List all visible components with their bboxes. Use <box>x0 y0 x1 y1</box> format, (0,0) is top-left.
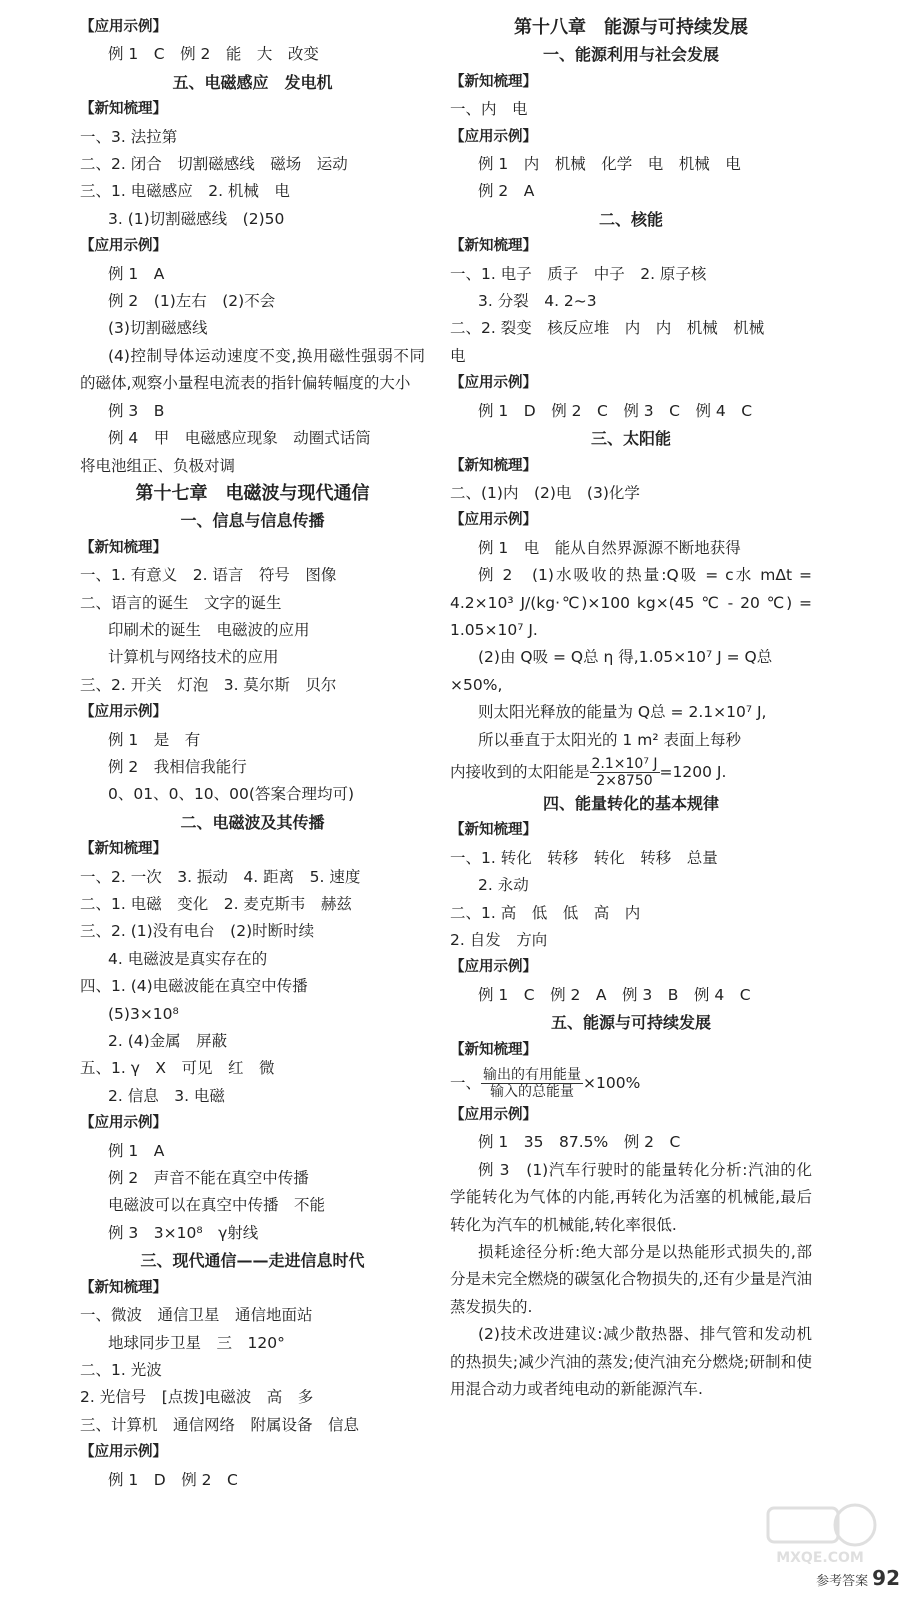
answer-line: 3. (1)切割磁感线 (2)50 <box>108 209 285 228</box>
apply-tag: 【应用示例】 <box>80 238 167 255</box>
answer-line: 二、1. 高 低 低 高 内 <box>450 903 641 922</box>
example-line: 例 1 电 能从自然界源源不断地获得 <box>478 538 741 557</box>
answer-line: 电 <box>450 346 466 365</box>
answer-line: 3. 分裂 4. 2~3 <box>478 292 597 311</box>
answer-line: 4. 电磁波是真实存在的 <box>108 949 268 968</box>
answer-text: =1200 J. <box>659 762 727 781</box>
section-title: 一、信息与信息传播 <box>180 511 325 531</box>
apply-tag: 【应用示例】 <box>80 19 167 35</box>
formula-line <box>450 1064 812 1102</box>
page-number: 92 <box>872 1566 900 1590</box>
fraction <box>590 756 660 789</box>
example-line: 例 2 (1)左右 (2)不会 <box>108 292 276 311</box>
example-line: 例 1 D 例 2 C 例 3 C 例 4 C <box>478 401 753 420</box>
answer-line: 二、1. 光波 <box>80 1360 162 1379</box>
new-knowledge-tag: 【新知梳理】 <box>450 73 537 90</box>
apply-tag: 【应用示例】 <box>450 1107 537 1124</box>
answer-line: 一、2. 一次 3. 振动 4. 距离 5. 速度 <box>80 867 361 886</box>
answer-line: 将电池组正、负极对调 <box>80 456 236 475</box>
new-knowledge-tag: 【新知梳理】 <box>450 1041 537 1058</box>
right-column <box>450 14 812 1404</box>
left-column <box>80 14 425 1494</box>
section-title: 三、现代通信——走进信息时代 <box>140 1251 365 1271</box>
fraction-denominator: 输入的总能量 <box>490 1084 575 1101</box>
answer-line: 所以垂直于太阳光的 1 m² 表面上每秒 <box>478 730 741 749</box>
new-knowledge-tag: 【新知梳理】 <box>80 101 167 118</box>
answer-line: 地球同步卫星 三 120° <box>108 1333 285 1352</box>
new-knowledge-tag: 【新知梳理】 <box>80 539 167 556</box>
footer-label: 参考答案 <box>816 1574 869 1589</box>
fraction-numerator: 输出的有用能量 <box>483 1067 582 1084</box>
answer-line: 二、1. 电磁 变化 2. 麦克斯韦 赫兹 <box>80 895 352 913</box>
new-knowledge-tag: 【新知梳理】 <box>450 457 537 474</box>
section-title: 五、电磁感应 发电机 <box>172 72 333 92</box>
example-line: 例 2 A <box>478 182 535 201</box>
chapter-title: 第十七章 电磁波与现代通信 <box>135 482 370 504</box>
example-line: 例 4 甲 电磁感应现象 动圈式话筒 <box>108 429 371 448</box>
section-title: 四、能量转化的基本规律 <box>542 793 719 813</box>
answer-paragraph: 例 2 (1)水吸收的热量:Q吸 = c水 mΔt = 4.2×10³ J/(kg·℃)×100 kg×(45 ℃ - 20 ℃) = 1.05×10⁷ J. <box>450 566 812 639</box>
apply-tag: 【应用示例】 <box>450 959 537 976</box>
section-title: 二、电磁波及其传播 <box>180 812 325 832</box>
section-title: 三、太阳能 <box>590 429 671 449</box>
answer-paragraph: 则太阳光释放的能量为 Q总 = 2.1×10⁷ J, <box>478 703 767 722</box>
example-line: 例 2 声音不能在真空中传播 <box>108 1169 309 1188</box>
section-title: 一、能源利用与社会发展 <box>542 45 719 65</box>
answer-line: 2. 永动 <box>478 876 529 895</box>
example-line: 例 3 3×10⁸ γ射线 <box>108 1223 259 1242</box>
example-line: 例 1 内 机械 化学 电 机械 电 <box>478 155 741 174</box>
answer-line <box>450 754 812 790</box>
new-knowledge-tag: 【新知梳理】 <box>80 841 167 858</box>
chapter-title: 第十八章 能源与可持续发展 <box>514 17 748 38</box>
example-line: 例 1 35 87.5% 例 2 C <box>478 1133 681 1152</box>
apply-tag: 【应用示例】 <box>80 1444 167 1461</box>
example-line: 例 2 我相信我能行 <box>108 757 247 776</box>
example-line: 例 1 C 例 2 能 大 改变 <box>108 45 319 64</box>
new-knowledge-tag: 【新知梳理】 <box>450 238 537 255</box>
section-title: 二、核能 <box>598 209 663 229</box>
answer-line: 一、微波 通信卫星 通信地面站 <box>80 1306 313 1325</box>
answer-line: (5)3×10⁸ <box>108 1004 179 1023</box>
answer-paragraph: 损耗途径分析:绝大部分是以热能形式损失的,部分是未完全燃烧的碳氢化合物损失的,还有少量是汽油蒸发损失的. <box>450 1243 812 1316</box>
answer-line: 三、2. (1)没有电台 (2)时断时续 <box>80 922 315 941</box>
answer-line: 一、3. 法拉第 <box>80 127 178 146</box>
answer-line: 印刷术的诞生 电磁波的应用 <box>108 620 310 639</box>
fraction <box>481 1067 583 1100</box>
answer-line: 三、1. 电磁感应 2. 机械 电 <box>80 182 290 201</box>
answer-line: 二、2. 闭合 切割磁感线 磁场 运动 <box>80 155 348 174</box>
answer-line: 二、语言的诞生 文字的诞生 <box>80 593 282 612</box>
apply-tag: 【应用示例】 <box>450 128 537 145</box>
example-line: 例 1 D 例 2 C <box>108 1470 238 1489</box>
answer-paragraph: (2)技术改进建议:减少散热器、排气管和发动机的热损失;减少汽油的蒸发;使汽油充分燃烧;研制和使用混合动力或者纯电动的新能源汽车. <box>450 1325 812 1399</box>
fraction-numerator: 2.1×10⁷ J <box>591 755 658 772</box>
fraction-denominator: 2×8750 <box>596 772 653 789</box>
answer-line: 0、01、0、10、00(答案合理均可) <box>108 785 354 804</box>
answer-line: 2. 光信号 [点拨]电磁波 高 多 <box>80 1388 314 1407</box>
example-line: 例 1 是 有 <box>108 730 201 749</box>
answer-line: 二、(1)内 (2)电 (3)化学 <box>450 483 640 502</box>
example-line: 例 1 A <box>108 264 165 283</box>
apply-tag: 【应用示例】 <box>450 375 537 392</box>
answer-line: 2. 信息 3. 电磁 <box>108 1086 225 1105</box>
new-knowledge-tag: 【新知梳理】 <box>80 1279 167 1296</box>
answer-line: 一、1. 转化 转移 转化 转移 总量 <box>450 848 718 867</box>
answer-line: 2. 自发 方向 <box>450 931 548 949</box>
example-line: 例 1 C 例 2 A 例 3 B 例 4 C <box>478 985 751 1004</box>
answer-line: 电磁波可以在真空中传播 不能 <box>108 1196 326 1215</box>
section-title: 五、能源与可持续发展 <box>550 1013 711 1033</box>
answer-line: 四、1. (4)电磁波能在真空中传播 <box>80 977 308 996</box>
example-line: 例 3 B <box>108 401 165 420</box>
answer-line: 三、2. 开关 灯泡 3. 莫尔斯 贝尔 <box>80 675 337 694</box>
answer-line: 2. (4)金属 屏蔽 <box>108 1032 228 1051</box>
apply-tag: 【应用示例】 <box>80 704 167 721</box>
new-knowledge-tag: 【新知梳理】 <box>450 822 537 839</box>
answer-line: 一、1. 有意义 2. 语言 符号 图像 <box>80 566 337 585</box>
example-line: 例 1 A <box>108 1141 165 1160</box>
answer-text: ×100% <box>583 1074 641 1093</box>
apply-tag: 【应用示例】 <box>450 512 537 529</box>
answer-text: 内接收到的太阳能是 <box>450 762 590 781</box>
answer-line: 二、2. 裂变 核反应堆 内 内 机械 机械 <box>450 319 765 338</box>
answer-line: (3)切割磁感线 <box>108 319 208 338</box>
answer-text: 一、 <box>450 1074 482 1093</box>
answer-line: 一、内 电 <box>450 100 528 119</box>
answer-paragraph: (4)控制导体运动速度不变,换用磁性强弱不同的磁体,观察小量程电流表的指针偏转幅度的大小 <box>80 346 425 393</box>
answer-paragraph: 例 3 (1)汽车行驶时的能量转化分析:汽油的化学能转化为气体的内能,再转化为活塞的机械能,最后转化为汽车的机械能,转化率很低. <box>450 1160 812 1234</box>
watermark-logo <box>760 1500 880 1570</box>
svg-text:MXQE.COM: MXQE.COM <box>776 1550 864 1566</box>
answer-paragraph: (2)由 Q吸 = Q总 η 得,1.05×10⁷ J = Q总×50%, <box>450 648 773 694</box>
apply-tag: 【应用示例】 <box>80 1115 167 1132</box>
answer-line: 三、计算机 通信网络 附属设备 信息 <box>80 1415 360 1434</box>
answer-line: 五、1. γ X 可见 红 微 <box>80 1059 275 1078</box>
page-footer <box>816 1566 900 1590</box>
answer-line: 一、1. 电子 质子 中子 2. 原子核 <box>450 264 707 283</box>
answer-line: 计算机与网络技术的应用 <box>108 648 279 667</box>
